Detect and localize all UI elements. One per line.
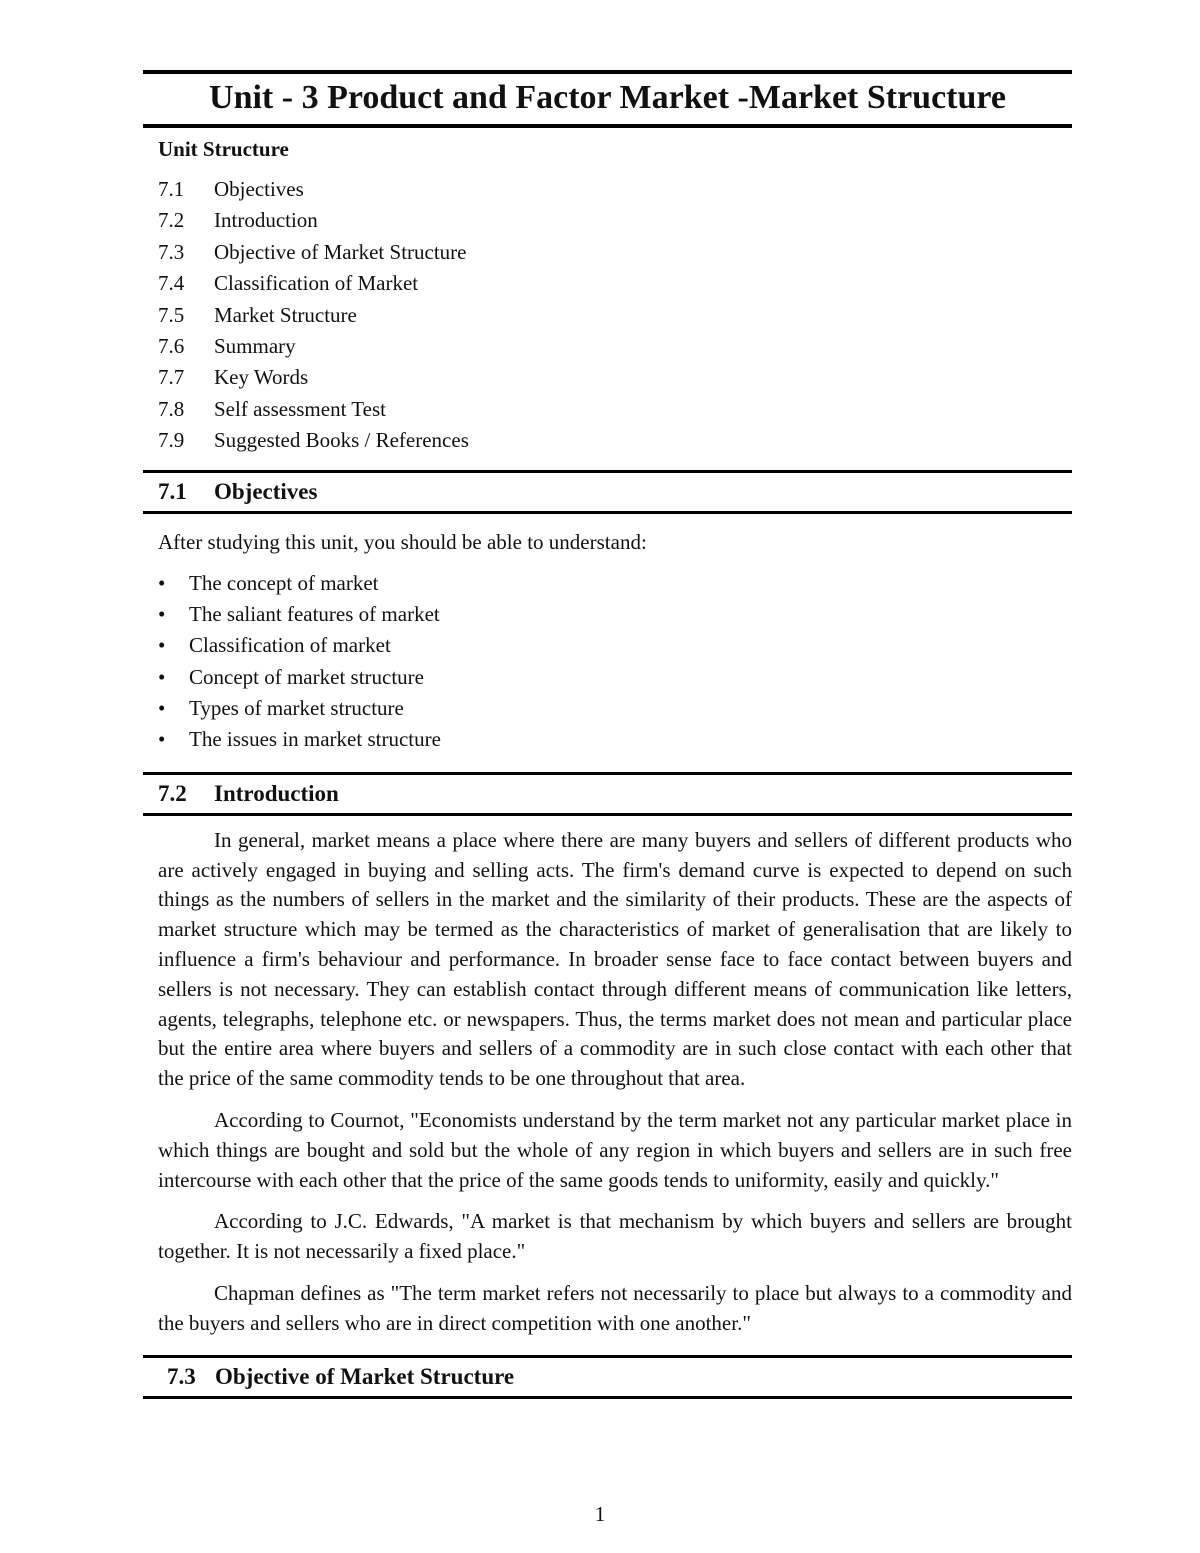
bullet-icon: • [158,570,166,595]
section-number: 7.1 [158,478,187,504]
toc-item-label: Objectives [214,177,304,201]
toc-item-label: Suggested Books / References [214,428,469,453]
section-heading-objective-market-structure [143,1358,1072,1396]
toc-item [158,394,1072,425]
list-item-text: The saliant features of market [189,601,440,626]
toc-item-number: 7.9 [158,428,185,453]
toc-item-number: 7.6 [158,333,185,358]
toc-item [158,362,1072,393]
toc-item-number: 7.2 [158,208,185,233]
toc-item-number: 7.8 [158,396,185,421]
list-item [158,724,1072,755]
objectives-list [143,568,1072,756]
toc-item [158,237,1072,268]
toc-item [158,174,1072,205]
toc-item [158,268,1072,299]
toc-item [158,300,1072,331]
bullet-icon: • [158,633,166,658]
unit-title: Unit - 3 Product and Factor Market -Market Structure [209,79,1006,116]
list-item-text: The concept of market [189,570,379,595]
list-item-text: Concept of market structure [189,664,424,689]
paragraph: According to Cournot, "Economists understand by the term market not any particular market place in which things are bought and sold but the whole of any region in which buyers and sellers are in such free intercourse with each other that the price of the same goods tends to uniformity, easily and quickly." [158,1108,1072,1192]
section-title: Introduction [214,780,339,806]
page-number: 1 [594,1502,606,1526]
bullet-icon: • [158,696,166,721]
list-item [158,693,1072,724]
toc-item-label: Summary [214,333,296,358]
title-bottom-rule [143,124,1072,128]
toc-item-number: 7.1 [158,177,185,201]
introduction-body [143,826,1072,1339]
list-item [158,662,1072,693]
paragraph: Chapman defines as "The term market refers not necessarily to place but always to a commodity and the buyers and sellers who are in direct competition with one another." [158,1281,1072,1335]
toc-item-number: 7.4 [158,271,185,296]
section-heading-introduction [143,775,1072,813]
list-item-text: The issues in market structure [189,727,441,752]
toc-item-label: Classification of Market [214,271,419,296]
section-rule [143,813,1072,816]
list-item-text: Types of market structure [189,696,404,721]
toc-item-label: Market Structure [214,302,357,327]
paragraph: According to J.C. Edwards, "A market is that mechanism by which buyers and sellers are brought together. It is not necessarily a fixed place." [158,1209,1072,1264]
toc-item-number: 7.7 [158,365,185,390]
toc-item-label: Key Words [214,365,309,390]
unit-structure-list [143,174,1072,457]
unit-structure-heading: Unit Structure [158,137,289,161]
bullet-icon: • [158,727,166,752]
list-item [158,599,1072,630]
toc-item-number: 7.5 [158,302,185,327]
section-rule [143,1396,1072,1399]
toc-item-label: Self assessment Test [214,396,386,421]
toc-item-label: Objective of Market Structure [214,239,467,264]
paragraph: In general, market means a place where there are many buyers and sellers of different products who are actively engaged in buying and selling acts. The firm's demand curve is expected to depend on such things as the numbers of sellers in the market and the similarity of their products. These are the aspects of market structure which may be termed as the characteristics of market of generalisation that are likely to influence a firm's behaviour and performance. In broader sense face to face contact between buyers and sellers is not necessary. They can establish contact through different means of communication like letters, agents, telegraphs, telephone etc. or newspapers. Thus, the terms market does not mean and particular place but the entire area where buyers and sellers of a commodity are in such close contact with each other that the price of the same commodity tends to be one throughout that area. [158,827,1072,1091]
section-number: 7.3 [167,1363,196,1389]
section-rule [143,511,1072,514]
document-page [143,70,1072,1399]
toc-item-number: 7.3 [158,239,185,264]
bullet-icon: • [158,601,166,626]
toc-item-label: Introduction [214,208,318,233]
bullet-icon: • [158,664,166,689]
section-number: 7.2 [158,780,187,806]
list-item [158,568,1072,599]
objectives-lead: After studying this unit, you should be able to understand: [158,529,647,554]
list-item [158,630,1072,661]
section-heading-objectives [143,473,1072,511]
section-title: Objective of Market Structure [215,1363,515,1389]
toc-item [158,205,1072,236]
list-item-text: Classification of market [189,633,391,658]
toc-item [158,425,1072,456]
toc-item [158,331,1072,362]
section-title: Objectives [214,478,318,504]
